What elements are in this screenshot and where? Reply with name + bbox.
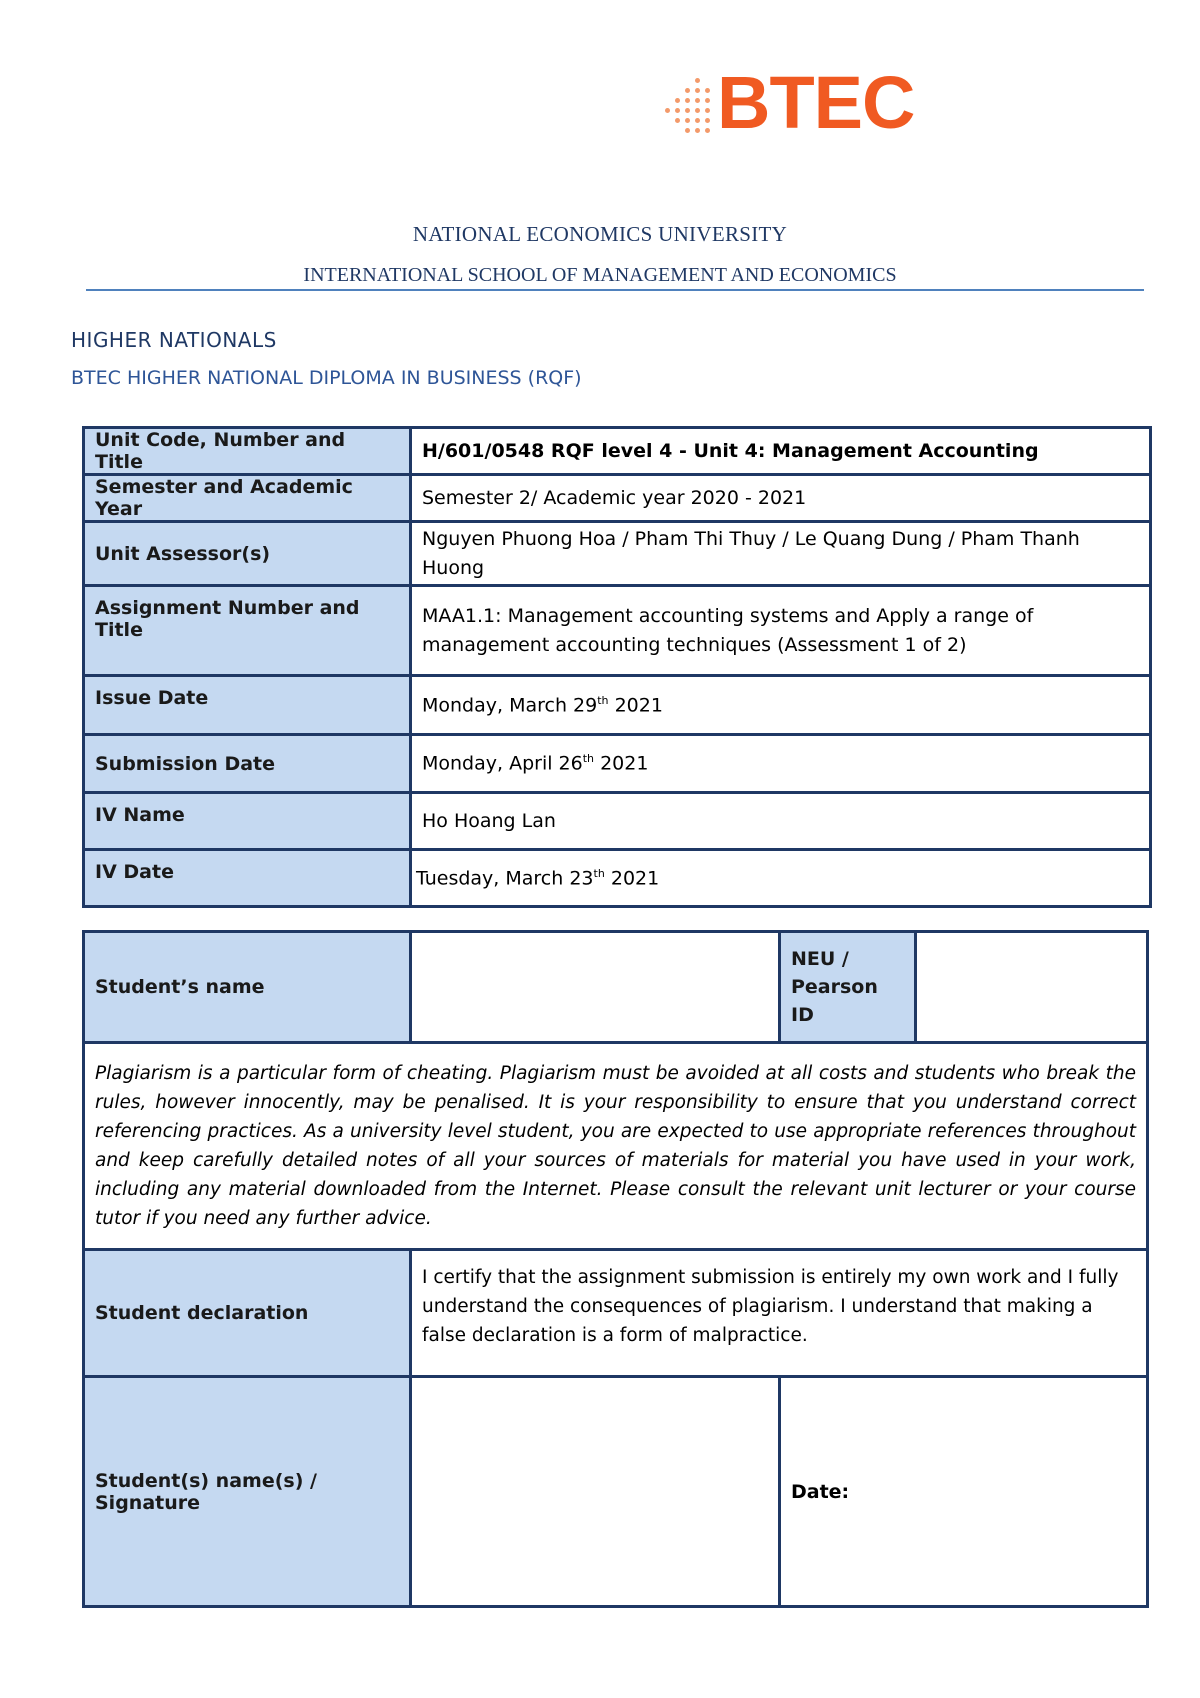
table-row (84, 850, 1151, 907)
btec-logo (665, 61, 915, 152)
semester-value: Semester 2/ Academic year 2020 - 2021 (411, 475, 1151, 522)
iv-date-year: 2021 (604, 867, 660, 890)
iv-name-label: IV Name (84, 793, 411, 850)
submission-date-value (411, 735, 1151, 793)
submission-date-text: Monday, April 26 (422, 752, 583, 775)
issue-date-value (411, 676, 1151, 735)
table-row (84, 586, 1151, 676)
iv-date-text: Tuesday, March 23 (416, 867, 594, 890)
student-name-field[interactable] (411, 932, 780, 1043)
assignment-info-table (82, 426, 1152, 908)
table-row (84, 522, 1151, 586)
diploma-title: BTEC HIGHER NATIONAL DIPLOMA IN BUSINESS (RQF) (71, 367, 582, 389)
plagiarism-notice: Plagiarism is a particular form of cheating. Plagiarism must be avoided at all costs and students who break the rules, however innocently, may be penalised. It is your responsibility to ensure that you understand correct referencing practices. As a university level student, you are expected to use appropriate references throughout and keep carefully detailed notes of all your sources of materials for material you have used in your work, including any material downloaded from the Internet. Please consult the relevant unit lecturer or your course tutor if you need any further advice. (84, 1043, 1148, 1250)
table-row (84, 1377, 1148, 1607)
assessor-label: Unit Assessor(s) (84, 522, 411, 586)
table-row (84, 1250, 1148, 1377)
semester-label: Semester and Academic Year (84, 475, 411, 522)
iv-date-value (411, 850, 1151, 907)
iv-date-suffix: th (593, 866, 605, 880)
submission-date-suffix: th (582, 752, 595, 766)
logo-text: BTEC (717, 61, 915, 144)
id-label-line1: NEU / (791, 948, 849, 970)
date-field[interactable] (780, 1377, 1148, 1607)
iv-date-label: IV Date (84, 850, 411, 907)
issue-date-label: Issue Date (84, 676, 411, 735)
assessor-value: Nguyen Phuong Hoa / Pham Thi Thuy / Le Quang Dung / Pham Thanh Huong (411, 522, 1151, 586)
unit-label: Unit Code, Number and Title (84, 428, 411, 475)
signature-label: Student(s) name(s) / Signature (84, 1377, 411, 1607)
student-id-field[interactable] (916, 932, 1148, 1043)
assignment-value: MAA1.1: Management accounting systems and Apply a range of management accounting techniques (Assessment 1 of 2) (411, 586, 1151, 676)
signature-field[interactable] (411, 1377, 780, 1607)
iv-name-value: Ho Hoang Lan (411, 793, 1151, 850)
header-divider (86, 289, 1144, 291)
table-row (84, 428, 1151, 475)
date-label: Date: (791, 1480, 850, 1503)
student-declaration-table (82, 930, 1149, 1608)
issue-date-text: Monday, March 29 (422, 694, 598, 717)
submission-date-label: Submission Date (84, 735, 411, 793)
declaration-label: Student declaration (84, 1250, 411, 1377)
submission-date-year: 2021 (594, 752, 649, 775)
unit-value: H/601/0548 RQF level 4 - Unit 4: Management Accounting (411, 428, 1151, 475)
table-row (84, 1043, 1148, 1250)
student-name-label: Student’s name (84, 932, 411, 1043)
id-label-line2: Pearson ID (791, 976, 878, 1026)
assignment-label: Assignment Number and Title (84, 586, 411, 676)
table-row (84, 932, 1148, 1043)
school-name: INTERNATIONAL SCHOOL OF MANAGEMENT AND ECONOMICS (303, 264, 897, 286)
table-row (84, 475, 1151, 522)
university-name: NATIONAL ECONOMICS UNIVERSITY (412, 222, 788, 246)
table-row (84, 793, 1151, 850)
higher-nationals-heading: HIGHER NATIONALS (71, 328, 277, 352)
issue-date-suffix: th (597, 693, 609, 707)
declaration-text: I certify that the assignment submission is entirely my own work and I fully understand the consequences of plagiarism. I understand that making a false declaration is a form of malpractice. (411, 1250, 1148, 1377)
table-row (84, 735, 1151, 793)
table-row (84, 676, 1151, 735)
issue-date-year: 2021 (608, 694, 663, 717)
logo-dots-icon (665, 78, 721, 138)
id-label (780, 932, 916, 1043)
